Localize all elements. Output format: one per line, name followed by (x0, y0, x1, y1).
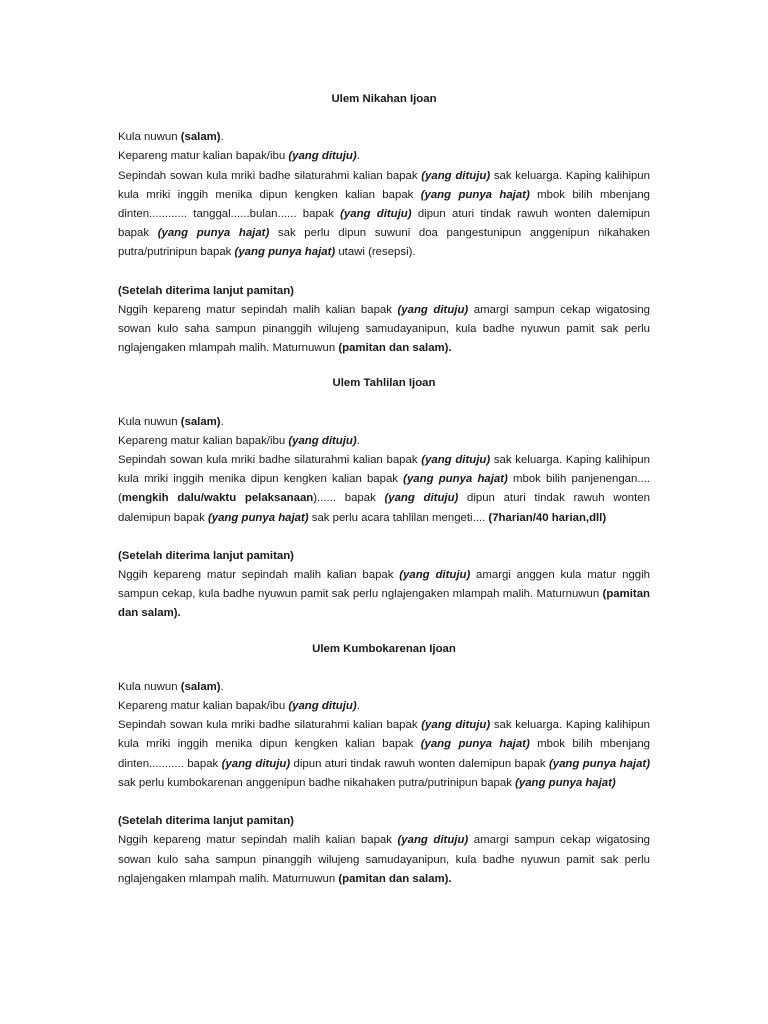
bold-italic-run: (yang punya hajat) (234, 246, 336, 259)
after-title (118, 282, 650, 301)
after-title (118, 547, 650, 566)
text-run: sak keluarga. Kaping kalihipun kula mriki inggih menika dipun kengken kalian bapak (118, 719, 650, 751)
bold-italic-run: (yang dituju) (221, 757, 291, 770)
matur-end: . (356, 434, 360, 447)
text-run: mbok bilih mbenjang dinten............ tanggal......bulan...... bapak (118, 188, 651, 221)
bold-italic-run: (yang punya hajat) (420, 188, 530, 201)
matur-bold-italic: (yang dituju) (288, 700, 357, 713)
text-run: amargi sampun cekap wigatosing sowan kulo saha sampun pinanggih wilujeng samudayanipun, kula badhe nyuwun pamit sak perlu nglajengaken mlampah malih. Maturnuwun (118, 303, 651, 355)
greeting-end: . (220, 680, 224, 693)
text-run: )...... bapak (313, 492, 385, 505)
bold-run: (7harian/40 harian,dll) (488, 511, 607, 524)
greeting-bold: (salam) (180, 680, 221, 693)
bold-italic-run: (yang dituju) (397, 834, 469, 847)
section-tahlilan (118, 374, 650, 623)
text-run: sak keluarga. Kaping kalihipun kula mriki inggih menika dipun kengken kalian bapak (118, 454, 650, 486)
text-run: sak perlu dipun suwuni doa pangestunipun anggenipun nikahaken putra/putrinipun bapak (118, 227, 651, 259)
bold-italic-run: (yang dituju) (421, 719, 491, 732)
bold-italic-run: (yang dituju) (340, 208, 412, 221)
matur-line (118, 432, 650, 451)
after-title-text: (Setelah diterima lanjut pamitan) (118, 549, 294, 562)
matur-text: Kepareng matur kalian bapak/ibu (118, 700, 289, 713)
section-title: Ulem Tahlilan Ijoan (332, 377, 436, 390)
text-run: Sepindah sowan kula mriki badhe silaturahmi kalian bapak (118, 454, 422, 467)
section-title: Ulem Kumbokarenan Ijoan (312, 642, 456, 655)
greeting-line (118, 128, 650, 147)
document-page (118, 90, 650, 889)
bold-italic-run: (yang dituju) (421, 169, 491, 182)
text-run: utawi (resepsi). (335, 246, 416, 259)
bold-italic-run: (yang punya hajat) (403, 473, 508, 486)
greeting-line (118, 678, 650, 697)
greeting-text: Kula nuwun (118, 415, 181, 428)
greeting-end: . (220, 415, 224, 428)
matur-line (118, 147, 650, 166)
text-run: dipun aturi tindak rawuh wonten dalemipun bapak (118, 208, 650, 240)
after-paragraph (118, 566, 650, 624)
text-run: sak perlu acara tahlilan mengeti.... (308, 511, 489, 524)
text-run: Nggih kepareng matur sepindah malih kalian bapak (118, 303, 398, 316)
matur-text: Kepareng matur kalian bapak/ibu (118, 434, 289, 447)
text-run: amargi sampun cekap wigatosing sowan kulo saha sampun pinanggih wilujeng samudayanipun, kula badhe nyuwun pamit sak perlu nglajengaken mlampah malih. Maturnuwun (118, 834, 651, 885)
after-paragraph (118, 301, 650, 359)
after-title-text: (Setelah diterima lanjut pamitan) (118, 815, 294, 828)
text-run: Sepindah sowan kula mriki badhe silaturahmi kalian bapak (118, 169, 422, 182)
matur-line (118, 697, 650, 716)
body-paragraph (118, 167, 650, 263)
bold-italic-run: (yang punya hajat) (515, 776, 616, 789)
bold-italic-run: (yang dituju) (384, 492, 459, 505)
greeting-text: Kula nuwun (118, 680, 181, 693)
after-title-text: (Setelah diterima lanjut pamitan) (118, 284, 294, 297)
text-run: dipun aturi tindak rawuh wonten dalemipun bapak (118, 492, 650, 524)
section-title: Ulem Nikahan Ijoan (331, 93, 437, 105)
greeting-text: Kula nuwun (118, 131, 181, 144)
after-title (118, 812, 650, 831)
matur-end: . (356, 700, 360, 713)
text-run: sak keluarga. Kaping kalihipun kula mriki inggih menika dipun kengken kalian bapak (118, 169, 650, 201)
text-run: mbok bilih panjenengan....( (118, 473, 650, 505)
bold-run: (pamitan dan salam). (338, 342, 452, 355)
text-run: dipun aturi tindak rawuh wonten dalemipun bapak (290, 757, 549, 770)
body-paragraph (118, 716, 650, 793)
matur-bold-italic: (yang dituju) (288, 434, 357, 447)
bold-italic-run: (yang punya hajat) (157, 227, 270, 240)
bold-run: (pamitan dan salam). (118, 588, 650, 620)
bold-italic-run: (yang dituju) (397, 303, 469, 316)
greeting-bold: (salam) (180, 131, 221, 144)
bold-run: (pamitan dan salam). (338, 872, 452, 885)
bold-italic-run: (yang punya hajat) (207, 511, 309, 524)
text-run: sak perlu kumbokarenan anggenipun badhe nikahaken putra/putrinipun bapak (118, 776, 516, 789)
text-run: Sepindah sowan kula mriki badhe silaturahmi kalian bapak (118, 719, 422, 732)
text-run: Nggih kepareng matur sepindah malih kalian bapak (118, 569, 400, 582)
after-paragraph (118, 831, 650, 889)
bold-italic-run: (yang dituju) (399, 569, 471, 582)
greeting-line (118, 413, 650, 432)
matur-bold-italic: (yang dituju) (288, 150, 357, 163)
text-run: Nggih kepareng matur sepindah malih kalian bapak (118, 834, 398, 847)
text-run: mbok bilih mbenjang dinten........... bapak (118, 738, 651, 770)
greeting-end: . (220, 131, 224, 144)
text-run: amargi anggen kula matur nggih sampun cekap, kula badhe nyuwun pamit sak perlu nglajengaken mlampah malih. Maturnuwun (118, 569, 650, 601)
section-kumbokarenan (118, 640, 650, 889)
bold-italic-run: (yang punya hajat) (420, 738, 530, 751)
matur-end: . (356, 150, 360, 163)
bold-italic-run: (yang dituju) (421, 454, 491, 467)
bold-italic-run: (yang punya hajat) (548, 757, 650, 770)
section-nikahan (118, 90, 650, 358)
matur-text: Kepareng matur kalian bapak/ibu (118, 150, 289, 163)
body-paragraph (118, 451, 650, 528)
greeting-bold: (salam) (180, 415, 221, 428)
bold-run: mengkih dalu/waktu pelaksanaan (121, 492, 314, 505)
